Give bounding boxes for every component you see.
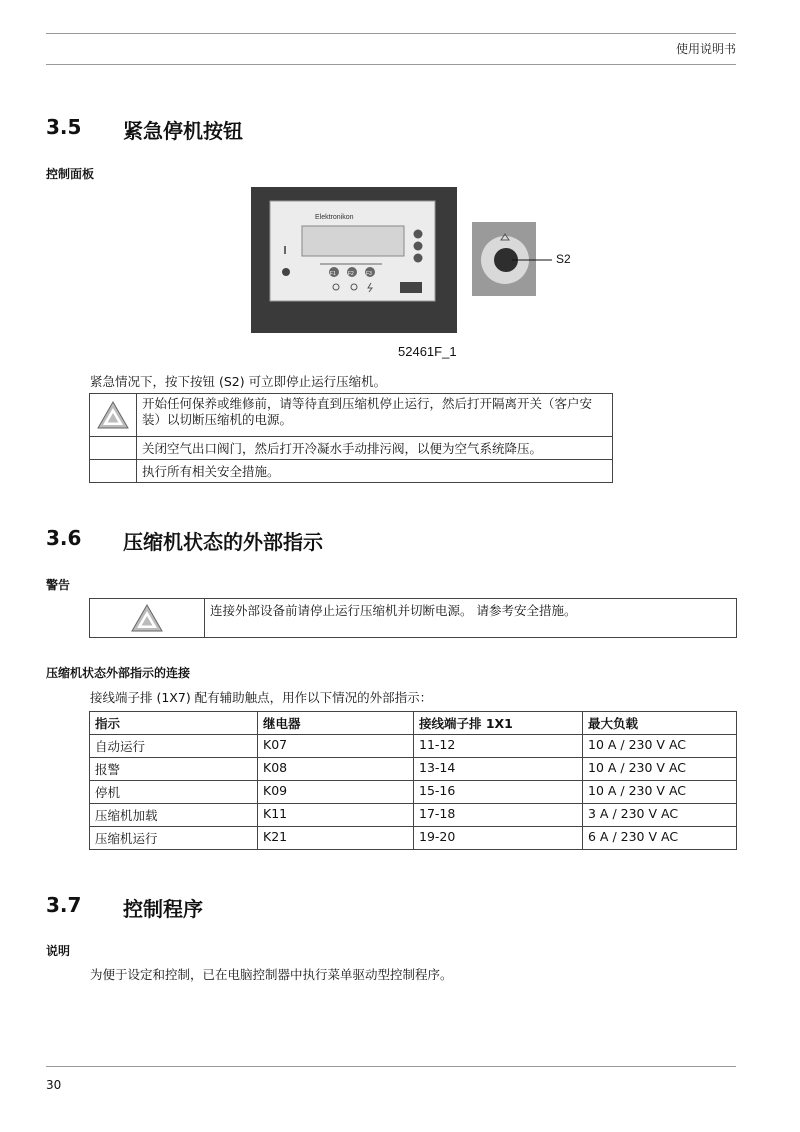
warning-triangle-icon [130, 603, 164, 633]
table-cell: K07 [258, 735, 414, 758]
table-cell: 15-16 [414, 781, 583, 804]
table-header: 指示 [90, 712, 258, 735]
up-key-icon [414, 230, 423, 239]
table-cell: K08 [258, 758, 414, 781]
warning-triangle-icon [96, 400, 130, 430]
paragraph: 为便于设定和控制，已在电脑控制器中执行菜单驱动型控制程序。 [90, 967, 453, 982]
subheading: 说明 [46, 944, 71, 958]
section-title: 压缩机状态的外部指示 [123, 530, 323, 554]
table-header-row [90, 712, 737, 735]
table-cell: 压缩机加载 [90, 804, 258, 827]
warning-table [89, 393, 613, 483]
section-title: 控制程序 [123, 897, 203, 921]
table-cell: 报警 [90, 758, 258, 781]
paragraph: 紧急情况下，按下按钮 (S2) 可立即停止运行压缩机。 [90, 374, 387, 389]
header-rule-bottom [46, 64, 736, 65]
footer-rule [46, 1066, 736, 1067]
warning-text: 关闭空气出口阀门，然后打开冷凝水手动排污阀，以便为空气系统降压。 [137, 437, 613, 460]
f2-key-label: F2 [348, 271, 354, 277]
warning-row [90, 437, 613, 460]
table-cell: 19-20 [414, 827, 583, 850]
warning-icon-cell [90, 599, 205, 638]
warning-table [89, 598, 737, 638]
control-panel-figure [250, 186, 580, 346]
table-cell: 6 A / 230 V AC [583, 827, 737, 850]
section-number: 3.7 [46, 893, 82, 917]
subheading: 警告 [46, 578, 71, 592]
table-row [90, 827, 737, 850]
panel-display [302, 226, 404, 256]
table-row [90, 758, 737, 781]
warning-row [90, 599, 737, 638]
table-row [90, 735, 737, 758]
page-number: 30 [46, 1078, 62, 1092]
table-header: 继电器 [258, 712, 414, 735]
s2-label: S2 [556, 252, 571, 266]
table-row [90, 781, 737, 804]
table-cell: 3 A / 230 V AC [583, 804, 737, 827]
indication-table [89, 711, 737, 850]
down-key-icon [414, 254, 423, 263]
warning-text: 连接外部设备前请停止运行压缩机并切断电源。 请参考安全措施。 [205, 599, 737, 638]
panel-brand-label: Elektronikon [315, 214, 354, 221]
table-cell: 10 A / 230 V AC [583, 735, 737, 758]
f3-key-label: F3 [366, 271, 372, 277]
subheading: 控制面板 [46, 167, 95, 181]
warning-icon-cell [90, 460, 137, 483]
table-header: 接线端子排 1X1 [414, 712, 583, 735]
table-cell: K11 [258, 804, 414, 827]
warning-icon-cell [90, 437, 137, 460]
table-cell: 压缩机运行 [90, 827, 258, 850]
f1-key-label: F1 [330, 271, 336, 277]
section-number: 3.6 [46, 526, 82, 550]
table-header: 最大负载 [583, 712, 737, 735]
header-rule-top [46, 33, 736, 34]
table-cell: 13-14 [414, 758, 583, 781]
section-title: 紧急停机按钮 [123, 119, 243, 143]
table-row [90, 804, 737, 827]
warning-text: 执行所有相关安全措施。 [137, 460, 613, 483]
enter-key-icon [414, 242, 423, 251]
warning-row [90, 394, 613, 437]
table-cell: 17-18 [414, 804, 583, 827]
section-number: 3.5 [46, 115, 82, 139]
warning-text: 开始任何保养或维修前，请等待直到压缩机停止运行，然后打开隔离开关（客户安装）以切断压缩机的电源。 [137, 394, 613, 437]
table-cell: K21 [258, 827, 414, 850]
power-indicator-icon [282, 268, 290, 276]
table-cell: 停机 [90, 781, 258, 804]
paragraph: 接线端子排 (1X7) 配有辅助触点，用作以下情况的外部指示： [90, 690, 433, 705]
table-cell: 10 A / 230 V AC [583, 781, 737, 804]
table-cell: K09 [258, 781, 414, 804]
table-cell: 10 A / 230 V AC [583, 758, 737, 781]
figure-caption: 52461F_1 [398, 344, 457, 359]
table-cell: 自动运行 [90, 735, 258, 758]
brand-logo [400, 282, 422, 293]
document-title: 使用说明书 [675, 42, 736, 56]
table-cell: 11-12 [414, 735, 583, 758]
subheading: 压缩机状态外部指示的连接 [46, 666, 191, 680]
warning-icon-cell [90, 394, 137, 437]
warning-row [90, 460, 613, 483]
